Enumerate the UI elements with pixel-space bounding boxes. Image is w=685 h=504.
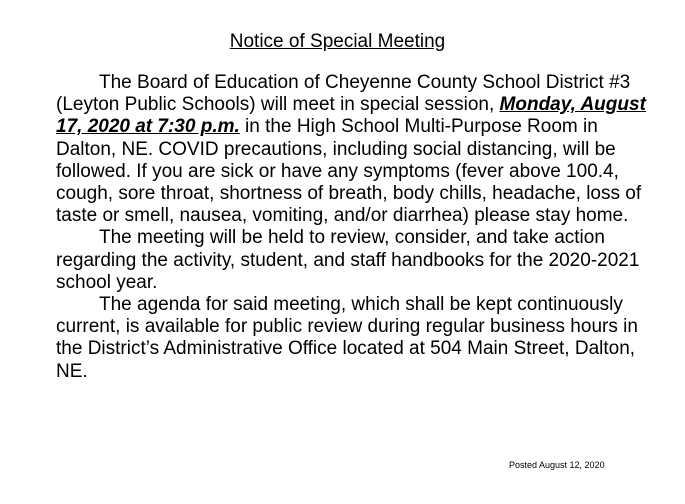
meeting-date-time: Monday, August 17, 2020 at 7:30 p.m. [56,94,646,138]
paragraph-agenda-availability: The agenda for said meeting, which shall be kept continuously current, is available for public review during regular business hours in the District’s Administrative Office located at 504 Main Street, Dalton, NE. [56,294,638,382]
paragraph-1-intro: The Board of Education of Cheyenne County School District #3 (Leyton Public Schools) will meet in special session, [56,72,631,116]
notice-body [56,72,656,383]
paragraph-meeting-details [56,72,656,227]
posted-date: Posted August 12, 2020 [509,460,605,470]
paragraph-1-rest: in the High School Multi-Purpose Room in Dalton, NE. COVID precautions, including social distancing, will be followed. If you are sick or have any symptoms (fever above 100.4, cough, sore throat, shortness of breath, body chills, headache, loss of taste or smell, nausea, vomiting, and/or diarrhea) please stay home. [56,116,642,227]
paragraph-meeting-purpose: The meeting will be held to review, consider, and take action regarding the activity, student, and staff handbooks for the 2020-2021 school year. [56,227,640,293]
notice-title: Notice of Special Meeting [229,31,446,52]
